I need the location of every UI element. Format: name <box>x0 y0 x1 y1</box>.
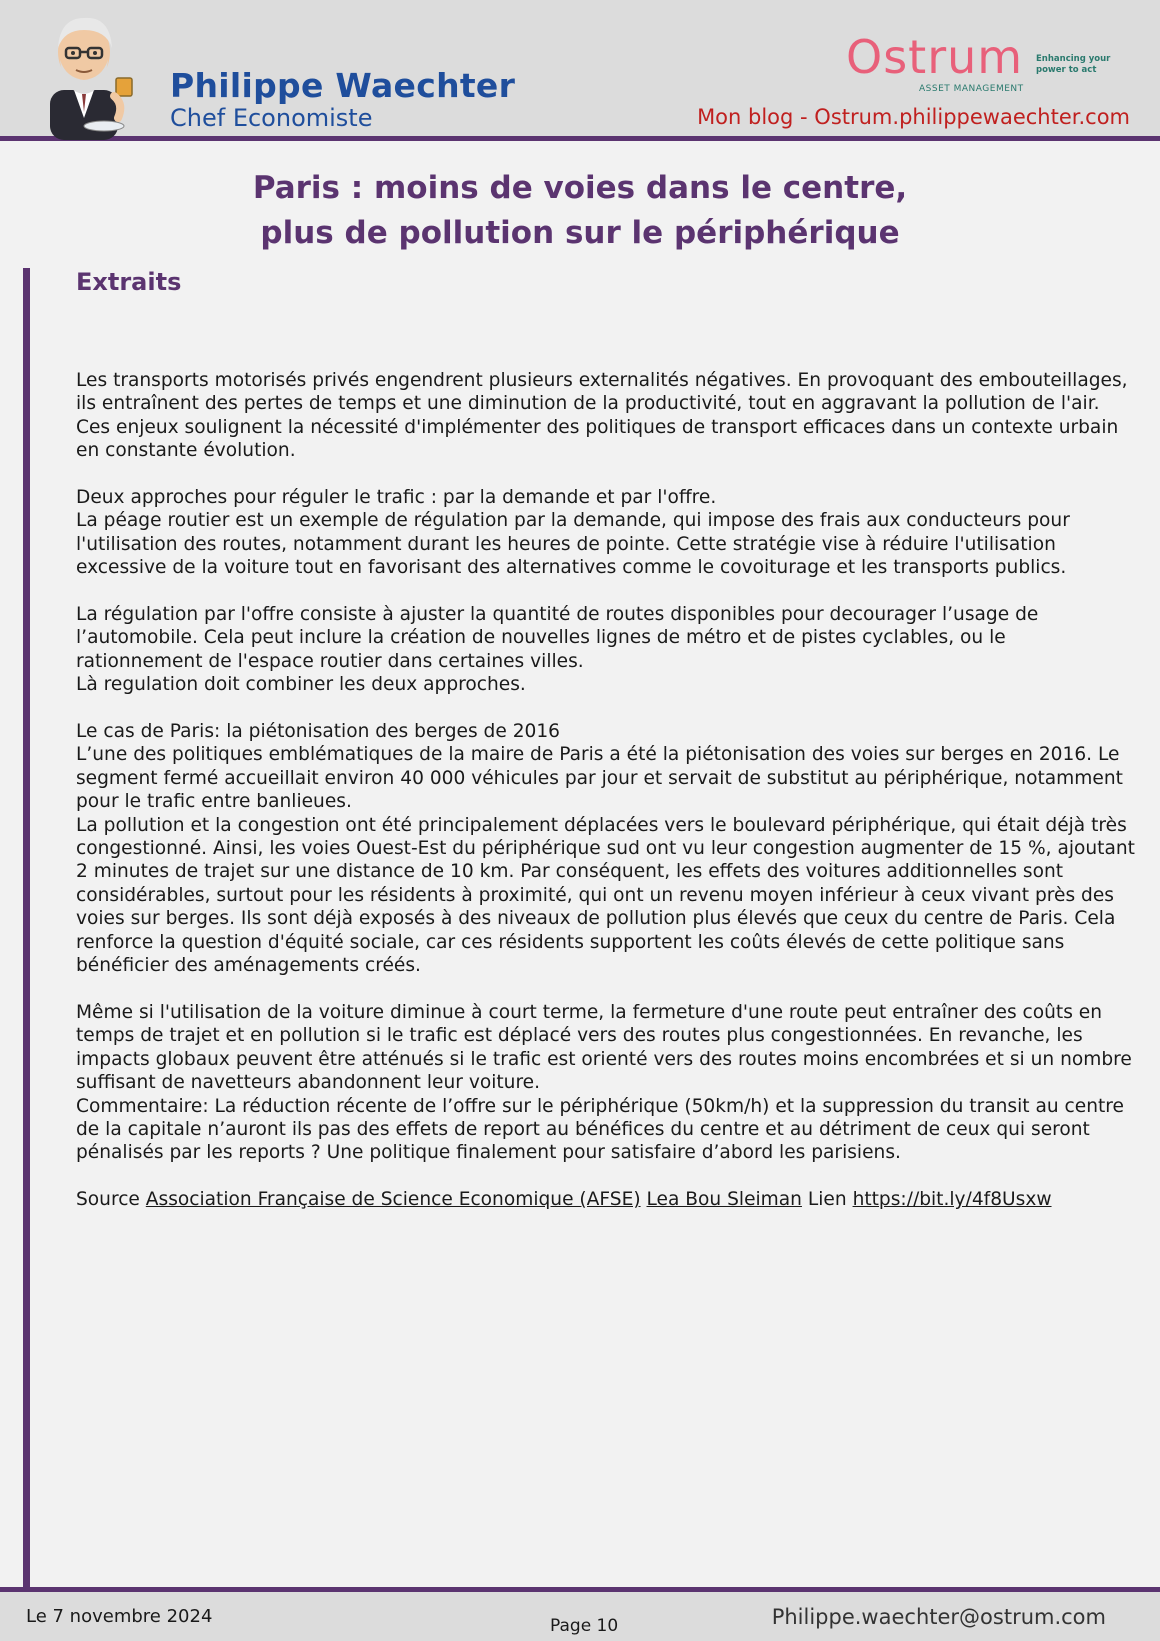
paragraph: La régulation par l'offre consiste à ajuster la quantité de routes disponibles pour decourager l’usage de l’automobile. Cela peut inclure la création de nouvelles lignes de métro et de pistes cyclables, ou le rationnement de l'espace routier dans certaines villes. <box>76 604 1039 672</box>
source-author-link[interactable]: Lea Bou Sleiman <box>646 1189 802 1211</box>
page-title <box>0 166 1160 256</box>
title-line-1: Paris : moins de voies dans le centre, <box>252 170 908 206</box>
paragraph: Le cas de Paris: la piétonisation des berges de 2016 <box>76 721 561 743</box>
paragraph: L’une des politiques emblématiques de la maire de Paris a été la piétonisation des voies sur berges en 2016. Le segment fermé accueillait environ 40 000 véhicules par jour et servait de substitut au périphérique, notamment pour le trafic entre banlieues. <box>76 744 1123 813</box>
section-heading: Extraits <box>76 268 182 296</box>
page-footer <box>0 1587 1160 1641</box>
logo-subtitle: ASSET MANAGEMENT <box>919 84 1024 94</box>
title-line-2: plus de pollution sur le périphérique <box>260 215 900 251</box>
paragraph: La péage routier est un exemple de régulation par la demande, qui impose des frais aux conducteurs pour l'utilisation des routes, notamment durant les heures de pointe. Cette stratégie vise à réduire l'utilisation excessive de la voiture tout en favorisant des alternatives comme le covoiturage et les transports publics. <box>76 510 1070 579</box>
footer-email[interactable]: Philippe.waechter@ostrum.com <box>771 1605 1106 1629</box>
paragraph-gap <box>76 1165 1136 1188</box>
footer-date: Le 7 novembre 2024 <box>26 1606 213 1627</box>
blog-link[interactable]: Mon blog - Ostrum.philippewaechter.com <box>697 105 1130 129</box>
paragraph: La pollution et la congestion ont été principalement déplacées vers le boulevard périphérique, qui était déjà très congestionné. Ainsi, les voies Ouest-Est du périphérique sud ont vu leur congestion augmenter de 15 %, ajoutant 2 minutes de trajet sur une distance de 10 km. Par conséquent, les effets des voitures additionnelles sont considérables, surtout pour les résidents à proximité, qui ont un revenu moyen inférieur à ceux vivant près des voies sur berges. Ils sont déjà exposés à des niveaux de pollution plus élevés que ceux du centre de Paris. Cela renforce la question d'équité sociale, car ces résidents supportent les coûts élevés de cette politique sans bénéficier des aménagements créés. <box>76 814 1135 977</box>
author-name: Philippe Waechter <box>170 66 516 105</box>
logo-tagline: Enhancing your power to act <box>1036 54 1111 75</box>
page-header <box>0 0 1160 141</box>
source-url-link[interactable]: https://bit.ly/4f8Usxw <box>852 1189 1052 1211</box>
paragraph-gap <box>76 580 1136 603</box>
author-avatar <box>44 8 144 140</box>
left-accent-bar <box>23 268 30 1592</box>
paragraph-gap <box>76 978 1136 1001</box>
source-org-link[interactable]: Association Française de Science Economique (AFSE) <box>145 1189 641 1211</box>
paragraph: Deux approches pour réguler le trafic : par la demande et par l'offre. <box>76 487 717 509</box>
paragraph: Commentaire: La réduction récente de l’offre sur le périphérique (50km/h) et la suppression du transit au centre de la capitale n’auront ils pas des effets de report au bénéfices du centre et au détriment de ceux qui seront pénalisés par les reports ? Une politique finalement pour satisfaire d’abord les parisiens. <box>76 1095 1124 1164</box>
paragraph-gap <box>76 697 1136 720</box>
paragraph: Les transports motorisés privés engendrent plusieurs externalités négatives. En provoquant des embouteillages, ils entraînent des pertes de temps et une diminution de la productivité, tout en aggravant la pollution de l'air. <box>76 370 1128 415</box>
source-lien-label: Lien <box>807 1189 847 1211</box>
paragraph: Là regulation doit combiner les deux approches. <box>76 674 526 696</box>
paragraph: Ces enjeux soulignent la nécessité d'implémenter des politiques de transport efficaces dans un contexte urbain en constante évolution. <box>76 416 1119 462</box>
article-body <box>76 369 1136 1212</box>
logo-wordmark: Ostrum <box>846 30 1024 84</box>
source-line <box>76 1188 1136 1211</box>
source-prefix: Source <box>76 1189 140 1211</box>
page-number: Page 10 <box>550 1616 619 1636</box>
paragraph-gap <box>76 463 1136 486</box>
paragraph: Même si l'utilisation de la voiture diminue à court terme, la fermeture d'une route peut entraîner des coûts en temps de trajet et en pollution si le trafic est déplacé vers des routes plus congestionnées. En revanche, les impacts globaux peuvent être atténués si le trafic est orienté vers des routes moins encombrées et si un nombre suffisant de navetteurs abandonnent leur voiture. <box>76 1001 1132 1094</box>
author-role: Chef Economiste <box>170 104 373 132</box>
